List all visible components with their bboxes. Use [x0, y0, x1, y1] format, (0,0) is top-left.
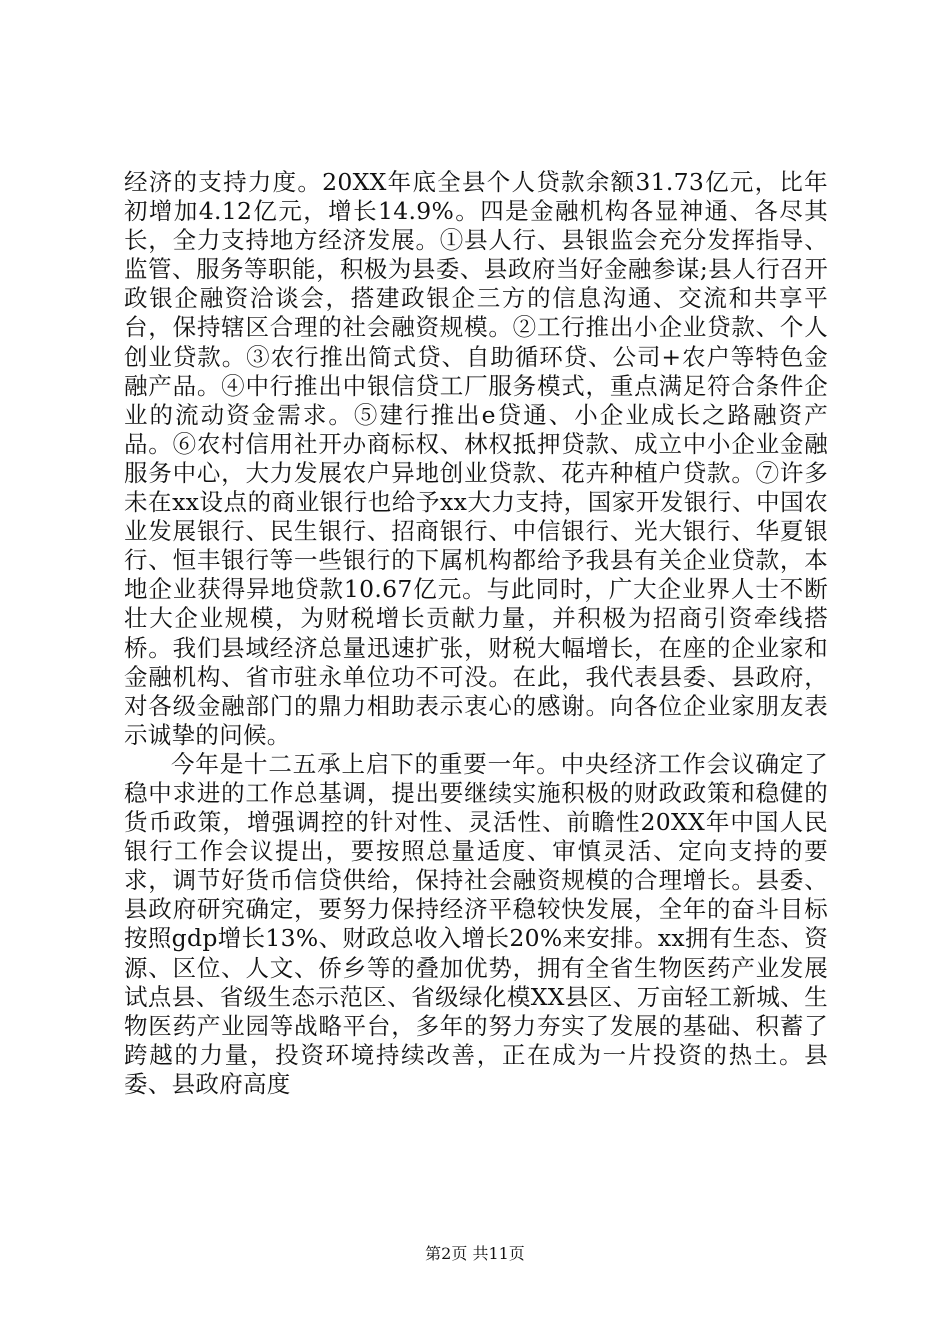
paragraph-2: 今年是十二五承上启下的重要一年。中央经济工作会议确定了稳中求进的工作总基调，提出要继续实施积极的财政政策和稳健的货币政策，增强调控的针对性、灵活性、前瞻性20XX年中国人民银行工作会议提出，要按照总量适度、审慎灵活、定向支持的要求，调节好货币信贷供给，保持社会融资规模的合理增长。县委、县政府研究确定，要努力保持经济平稳较快发展，全年的奋斗目标按照gdp增长13%、财政总收入增长20%来安排。xx拥有生态、资源、区位、人文、侨乡等的叠加优势，拥有全省生物医药产业发展试点县、省级生态示范区、省级绿化模XX县区、万亩轻工新城、生物医药产业园等战略平台，多年的努力夯实了发展的基础、积蓄了跨越的力量，投资环境持续改善，正在成为一片投资的热土。县委、县政府高度 — [124, 749, 828, 1098]
paragraph-1: 经济的支持力度。20XX年底全县个人贷款余额31.73亿元，比年初增加4.12亿元，增长14.9%。四是金融机构各显神通、各尽其长，全力支持地方经济发展。①县人行、县银监会充分发挥指导、监管、服务等职能，积极为县委、县政府当好金融参谋;县人行召开政银企融资洽谈会，搭建政银企三方的信息沟通、交流和共享平台，保持辖区合理的社会融资规模。②工行推出小企业贷款、个人创业贷款。③农行推出简式贷、自助循环贷、公司+农户等特色金融产品。④中行推出中银信贷工厂服务模式，重点满足符合条件企业的流动资金需求。⑤建行推出e贷通、小企业成长之路融资产品。⑥农村信用社开办商标权、林权抵押贷款、成立中小企业金融服务中心，大力发展农户异地创业贷款、花卉种植户贷款。⑦许多未在xx设点的商业银行也给予xx大力支持，国家开发银行、中国农业发展银行、民生银行、招商银行、中信银行、光大银行、华夏银行、恒丰银行等一些银行的下属机构都给予我县有关企业贷款，本地企业获得异地贷款10.67亿元。与此同时，广大企业界人士不断壮大企业规模，为财税增长贡献力量，并积极为招商引资牵线搭桥。我们县域经济总量迅速扩张，财税大幅增长，在座的企业家和金融机构、省市驻永单位功不可没。在此，我代表县委、县政府，对各级金融部门的鼎力相助表示衷心的感谢。向各位企业家朋友表示诚挚的问候。 — [124, 168, 828, 749]
page-number-footer: 第2页 共11页 — [425, 1244, 525, 1263]
document-body — [124, 168, 828, 1099]
